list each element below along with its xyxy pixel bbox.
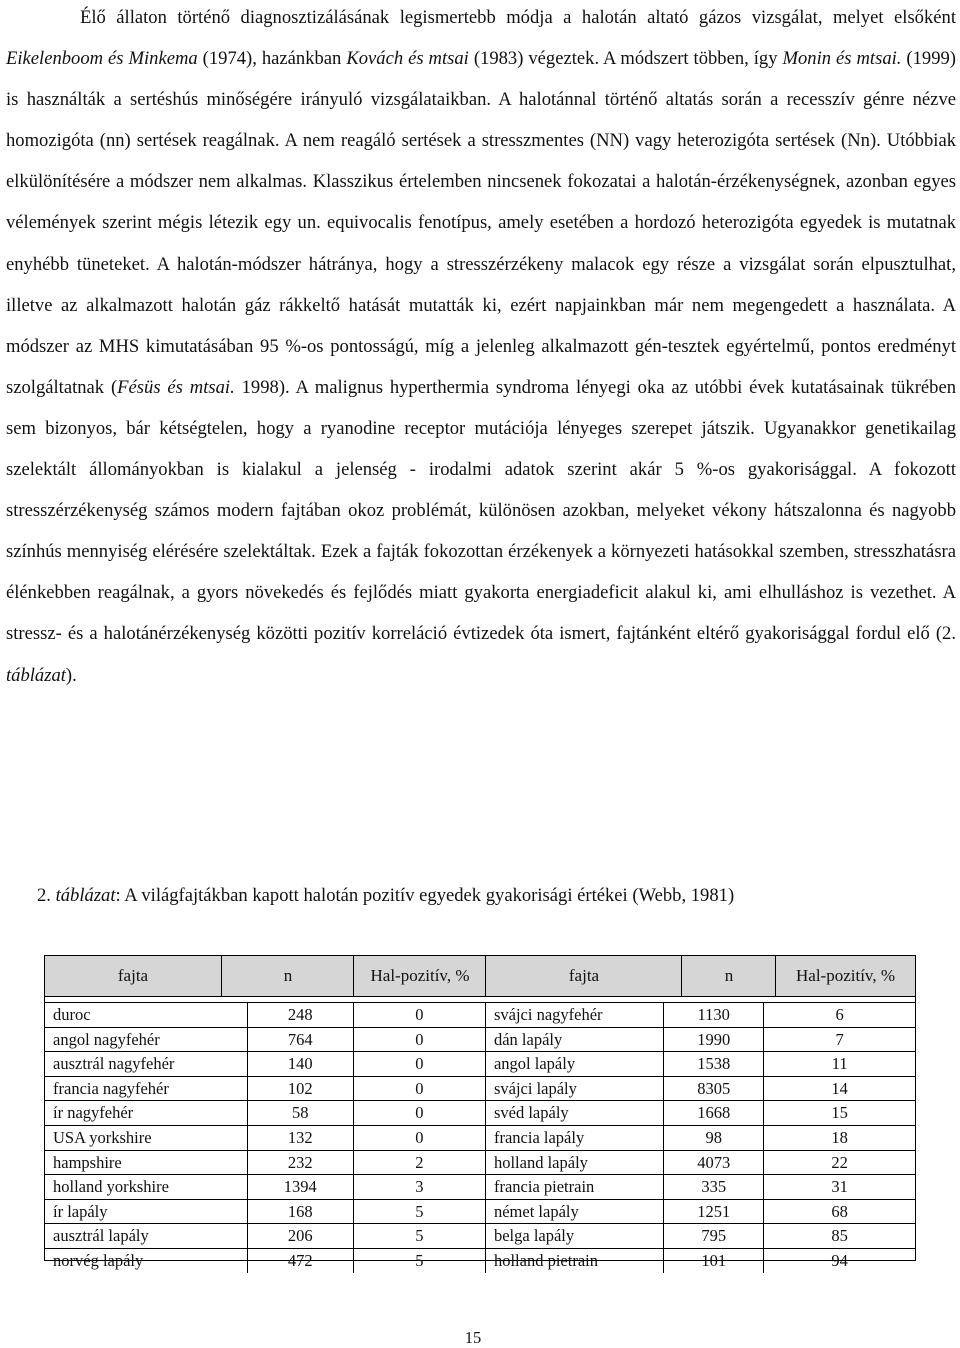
table-row — [45, 1027, 915, 1052]
table-row — [45, 1076, 915, 1101]
numeric-cell: 1990 — [664, 1027, 764, 1052]
breed-cell: ausztrál lapály — [45, 1224, 247, 1249]
numeric-cell: 5 — [353, 1224, 485, 1249]
table-row — [45, 1224, 915, 1249]
numeric-cell: 168 — [247, 1199, 353, 1224]
numeric-cell: 68 — [764, 1199, 915, 1224]
numeric-cell: 0 — [353, 1003, 485, 1027]
paragraph-text: ). — [65, 664, 77, 686]
numeric-cell: 18 — [764, 1125, 915, 1150]
breed-cell: ausztrál nagyfehér — [45, 1052, 247, 1077]
numeric-cell: 206 — [247, 1224, 353, 1249]
paragraph-text: (1983) végeztek. A módszert többen, így — [468, 48, 783, 70]
numeric-cell: 102 — [247, 1076, 353, 1101]
breed-cell: holland yorkshire — [45, 1175, 247, 1200]
paragraph-text: Élő állaton történő diagnosztizálásának legismertebb módja a halotán altató gázos vizsgálat, melyet elsőként — [80, 7, 956, 28]
numeric-cell: 5 — [353, 1248, 485, 1272]
header-cell-n: n — [681, 956, 776, 996]
numeric-cell: 4073 — [664, 1150, 764, 1175]
numeric-cell: 132 — [247, 1125, 353, 1150]
header-cell-hal-pozitiv: Hal-pozitív, % — [775, 956, 915, 996]
breed-cell: német lapály — [485, 1199, 663, 1224]
data-table — [44, 955, 916, 1270]
header-cell-hal-pozitiv: Hal-pozitív, % — [353, 956, 486, 996]
table-row — [45, 1125, 915, 1150]
numeric-cell: 1394 — [247, 1175, 353, 1200]
table-row — [45, 1101, 915, 1126]
author-citation: Fésüs és mtsai. — [117, 376, 235, 398]
breed-cell: svájci nagyfehér — [485, 1003, 663, 1027]
breed-cell: ír nagyfehér — [45, 1101, 247, 1126]
numeric-cell: 232 — [247, 1150, 353, 1175]
breed-cell: francia pietrain — [485, 1175, 663, 1200]
paragraph-text: (1974), hazánkban — [197, 48, 347, 70]
header-cell-fajta: fajta — [117, 966, 149, 985]
author-citation: Kovách és mtsai — [346, 48, 469, 70]
breed-cell: francia lapály — [485, 1125, 663, 1150]
numeric-cell: 94 — [764, 1248, 915, 1272]
numeric-cell: 472 — [247, 1248, 353, 1272]
numeric-cell: 764 — [247, 1027, 353, 1052]
header-cell-fajta: fajta — [485, 956, 682, 996]
body-paragraph — [6, 0, 956, 696]
breed-cell: holland pietrain — [485, 1248, 663, 1272]
table-reference: táblázat — [6, 664, 66, 686]
breed-cell: angol lapály — [485, 1052, 663, 1077]
numeric-cell: 22 — [764, 1150, 915, 1175]
table-caption — [37, 878, 937, 914]
author-citation: Monin és mtsai. — [782, 48, 902, 70]
numeric-cell: 1538 — [664, 1052, 764, 1077]
numeric-cell: 0 — [353, 1125, 485, 1150]
numeric-cell: 0 — [353, 1027, 485, 1052]
numeric-cell: 0 — [353, 1052, 485, 1077]
breed-cell: dán lapály — [485, 1027, 663, 1052]
numeric-cell: 85 — [764, 1224, 915, 1249]
numeric-cell: 1251 — [664, 1199, 764, 1224]
header-cell-n: n — [221, 956, 354, 996]
numeric-cell: 5 — [353, 1199, 485, 1224]
breed-cell: norvég lapály — [53, 1250, 144, 1270]
table-row — [45, 1003, 915, 1027]
numeric-cell: 15 — [764, 1101, 915, 1126]
numeric-cell: 1668 — [664, 1101, 764, 1126]
numeric-cell: 1130 — [664, 1003, 764, 1027]
caption-number: 2. — [37, 885, 56, 906]
numeric-cell: 0 — [353, 1101, 485, 1126]
numeric-cell: 3 — [353, 1175, 485, 1200]
paragraph-text: 1998). A malignus hyperthermia syndroma lényegi oka az utóbbi évek kutatásainak tükrében sem bizonyos, bár kétségtelen, hogy a ryanodine receptor mutációja lényeges szerepet játszik. Ugyanakkor genetikailag szelektált állományokban is kialakul a jelenség - irodalmi adatok szerint akár 5 %-os gyakorisággal. A fokozott stresszérzékenység számos modern fajtában okoz problémát, különösen azokban, melyeket vékony hátszalonna és nagyobb színhús mennyiség elérésére szelektáltak. Ezek a fajták fokozottan érzékenyek a környezeti hatásokkal szemben, stresszhatásra élénkebben reagálnak, a gyors növekedés és fejlődés miatt gyakorta energiadeficit alakul ki, ami elhulláshoz is vezethet. A stressz- és a halotánérzékenység közötti pozitív korreláció évtizedek óta ismert, fajtánként eltérő gyakorisággal fordul elő (2. — [6, 376, 956, 645]
breed-cell: angol nagyfehér — [45, 1027, 247, 1052]
table-row — [45, 1052, 915, 1077]
numeric-cell: 58 — [247, 1101, 353, 1126]
table-row — [45, 1175, 915, 1200]
numeric-cell: 2 — [353, 1150, 485, 1175]
numeric-cell: 0 — [353, 1076, 485, 1101]
numeric-cell: 101 — [664, 1248, 764, 1272]
breed-cell: USA yorkshire — [45, 1125, 247, 1150]
numeric-cell: 8305 — [664, 1076, 764, 1101]
paragraph-text: (1999) is használták a sertéshús minőségére irányuló vizsgálataikban. A halotánnal történő altatás során a recesszív génre nézve homozigóta (nn) sertések reagálnak. A nem reagáló sertések a stresszmentes (NN) vagy heterozigóta sertések (Nn). Utóbbiak elkülönítésére a módszer nem alkalmas. Klasszikus értelemben nincsenek fokozatai a halotán-érzékenységnek, azonban egyes vélemények szerint mégis létezik egy un. equivocalis fenotípus, amely esetében a hordozó heterozigóta egyedek is mutatnak enyhébb tüneteket. A halotán-módszer hátránya, hogy a stresszérzékeny malacok egy része a vizsgálat során elpusztulhat, illetve az alkalmazott halotán gáz rákkeltő hatását mutatták ki, ezért napjainkban már nem megengedett a használata. A módszer az MHS kimutatásában 95 %-os pontosságú, míg a jelenleg alkalmazott gén-tesztek egyértelmű, pontos eredményt szolgáltatnak ( — [6, 48, 956, 398]
numeric-cell: 248 — [247, 1003, 353, 1027]
numeric-cell: 795 — [664, 1224, 764, 1249]
header-separator — [45, 998, 915, 1003]
caption-text: : A világfajtákban kapott halotán pozitív egyedek gyakorisági értékei (Webb, 1981) — [115, 885, 735, 906]
numeric-cell: 14 — [764, 1076, 915, 1101]
numeric-cell: 140 — [247, 1052, 353, 1077]
caption-label: táblázat — [55, 885, 116, 906]
numeric-cell: 31 — [764, 1175, 915, 1200]
breed-cell: francia nagyfehér — [45, 1076, 247, 1101]
table-header — [45, 956, 915, 997]
numeric-cell: 11 — [764, 1052, 915, 1077]
page-number: 15 — [464, 1328, 482, 1347]
numeric-cell: 7 — [764, 1027, 915, 1052]
table-body — [45, 1003, 915, 1273]
breed-cell: svájci lapály — [485, 1076, 663, 1101]
breed-cell: duroc — [45, 1003, 247, 1027]
numeric-cell: 6 — [764, 1003, 915, 1027]
author-citation: Eikelenboom és Minkema — [6, 48, 198, 70]
breed-cell: hampshire — [45, 1150, 247, 1175]
breed-cell: holland lapály — [485, 1150, 663, 1175]
breed-cell: svéd lapály — [485, 1101, 663, 1126]
numeric-cell: 335 — [664, 1175, 764, 1200]
breed-cell: ír lapály — [45, 1199, 247, 1224]
table-row — [45, 1248, 915, 1272]
breed-cell: belga lapály — [485, 1224, 663, 1249]
numeric-cell: 98 — [664, 1125, 764, 1150]
table-row — [45, 1199, 915, 1224]
table-row — [45, 1150, 915, 1175]
